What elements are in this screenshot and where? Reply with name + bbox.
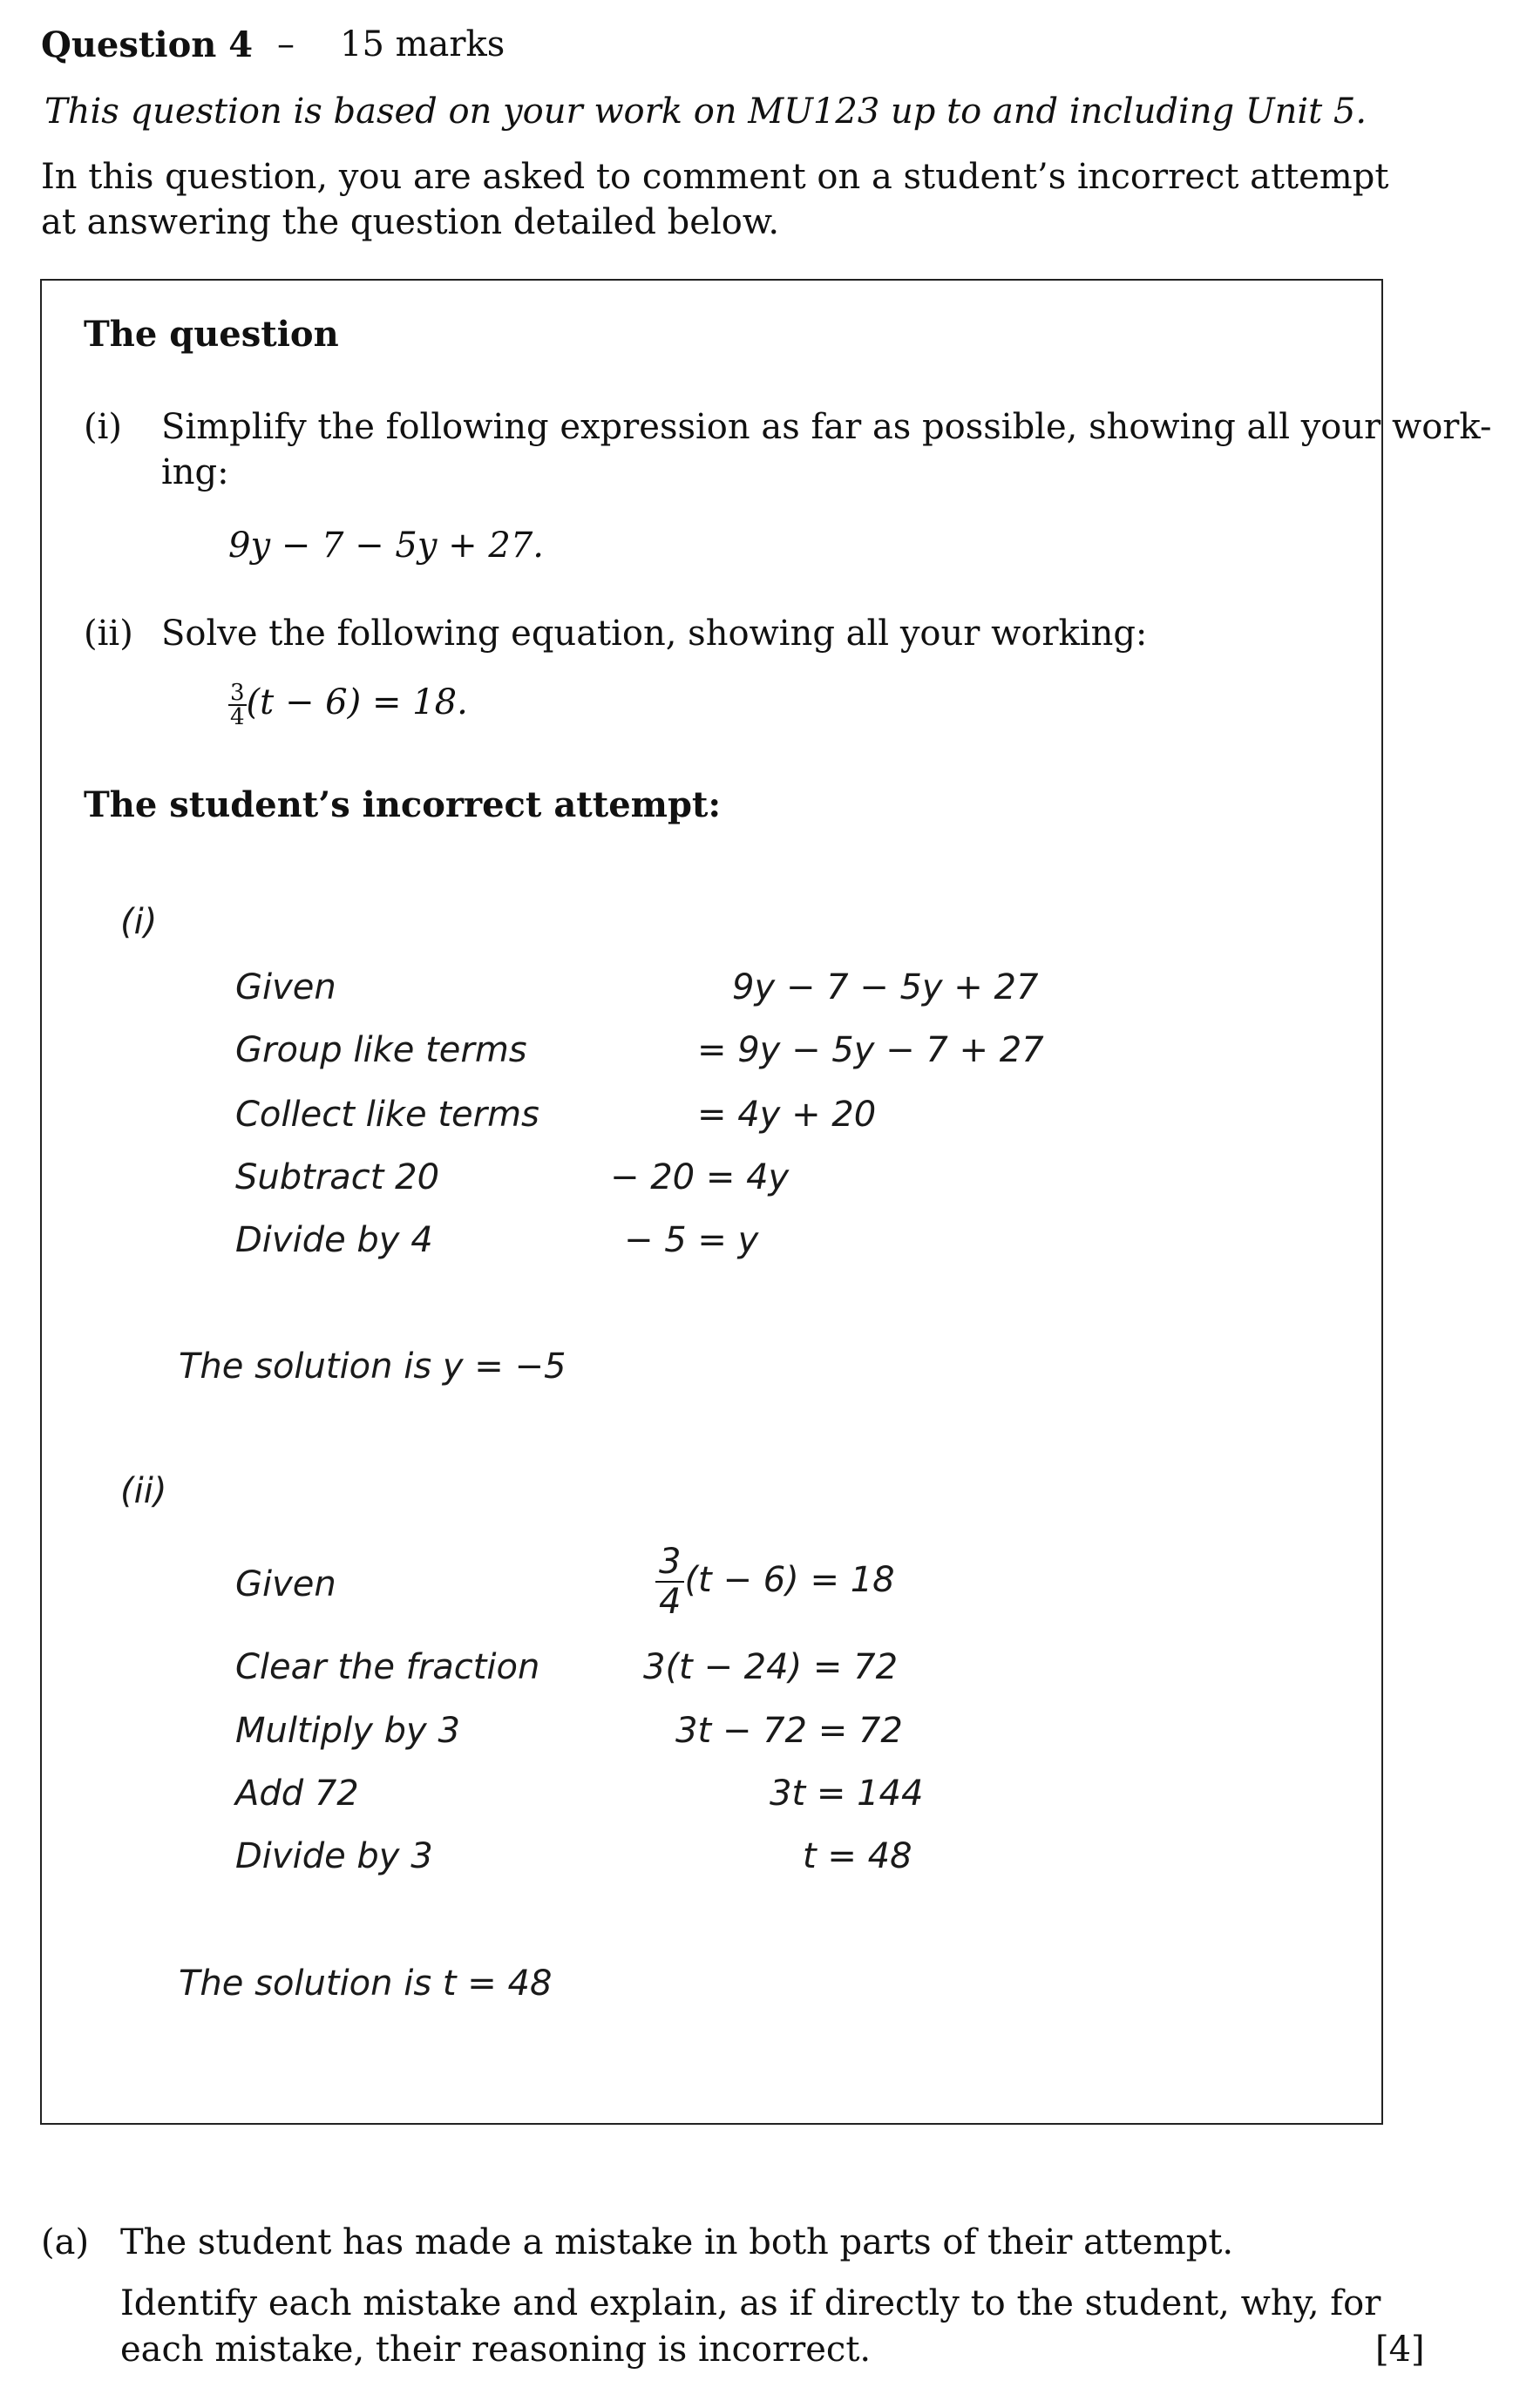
part-ii-label: (ii) xyxy=(84,614,133,654)
intro-line-2: at answering the question detailed below. xyxy=(41,202,780,242)
attempt-i-step-work: − 20 = 4y xyxy=(610,1157,790,1197)
fraction-numerator: 3 xyxy=(655,1544,684,1583)
part-a-label: (a) xyxy=(41,2222,90,2262)
part-ii-equation xyxy=(228,682,468,729)
part-i-text-line-1: Simplify the following expression as far as possible, showing all your work- xyxy=(161,407,1492,447)
attempt-ii-given-equation xyxy=(655,1542,895,1622)
attempt-i-solution: The solution is y = −5 xyxy=(179,1346,566,1387)
part-a-line-2: Identify each mistake and explain, as if directly to the student, why, for xyxy=(120,2283,1381,2323)
fraction-denominator: 4 xyxy=(659,1582,682,1622)
attempt-ii-step-desc: Multiply by 3 xyxy=(235,1711,460,1751)
fraction-denominator: 4 xyxy=(230,704,245,730)
attempt-ii-step-work: 3(t − 24) = 72 xyxy=(643,1647,899,1687)
part-ii-fraction xyxy=(228,682,247,729)
marks-label: 15 marks xyxy=(340,24,505,64)
part-a-marks: [4] xyxy=(1375,2330,1425,2370)
attempt-ii-step-desc: Add 72 xyxy=(235,1774,359,1814)
attempt-ii-solution: The solution is t = 48 xyxy=(179,1964,553,2004)
attempt-ii-step-desc: Divide by 3 xyxy=(235,1836,433,1876)
attempt-ii-given-desc: Given xyxy=(235,1564,336,1604)
attempt-i-step-desc: Subtract 20 xyxy=(235,1157,440,1197)
attempt-i-step-desc: Group like terms xyxy=(235,1030,527,1070)
question-label: Question 4 xyxy=(41,24,254,65)
part-ii-text: Solve the following equation, showing all your working: xyxy=(161,614,1148,654)
attempt-heading: The student’s incorrect attempt: xyxy=(84,784,722,825)
attempt-i-step-work: − 5 = y xyxy=(624,1220,759,1260)
attempt-i-step-work: 9y − 7 − 5y + 27 xyxy=(732,967,1039,1007)
question-heading: The question xyxy=(84,314,339,355)
attempt-ii-step-work: 3t = 144 xyxy=(770,1774,924,1814)
intro-line-1: In this question, you are asked to comment on a student’s incorrect attempt xyxy=(41,157,1389,197)
attempt-ii-label: (ii) xyxy=(120,1471,167,1511)
basis-text: This question is based on your work on MU123 up to and including Unit 5. xyxy=(44,92,1367,132)
part-a-line-3: each mistake, their reasoning is incorrect. xyxy=(120,2330,872,2370)
part-i-text-line-2: ing: xyxy=(161,452,229,492)
part-i-label: (i) xyxy=(84,407,123,447)
attempt-ii-step-desc: Clear the fraction xyxy=(235,1647,540,1687)
attempt-ii-fraction xyxy=(655,1542,684,1622)
attempt-i-step-work: = 4y + 20 xyxy=(697,1095,877,1135)
attempt-i-label: (i) xyxy=(120,902,158,942)
attempt-i-step-work: = 9y − 5y − 7 + 27 xyxy=(697,1030,1044,1070)
header-dash: – xyxy=(277,24,295,64)
attempt-ii-step-work: 3t − 72 = 72 xyxy=(675,1711,903,1751)
attempt-ii-given-rest: (t − 6) = 18 xyxy=(684,1560,895,1600)
fraction-numerator: 3 xyxy=(230,680,245,706)
attempt-i-step-desc: Collect like terms xyxy=(235,1095,539,1135)
attempt-i-step-desc: Given xyxy=(235,967,336,1007)
part-a-line-1: The student has made a mistake in both parts of their attempt. xyxy=(120,2222,1234,2262)
part-i-expression: 9y − 7 − 5y + 27. xyxy=(228,526,544,566)
attempt-i-step-desc: Divide by 4 xyxy=(235,1220,433,1260)
part-ii-equation-rest: (t − 6) = 18. xyxy=(246,682,468,722)
attempt-ii-step-work: t = 48 xyxy=(803,1836,912,1876)
